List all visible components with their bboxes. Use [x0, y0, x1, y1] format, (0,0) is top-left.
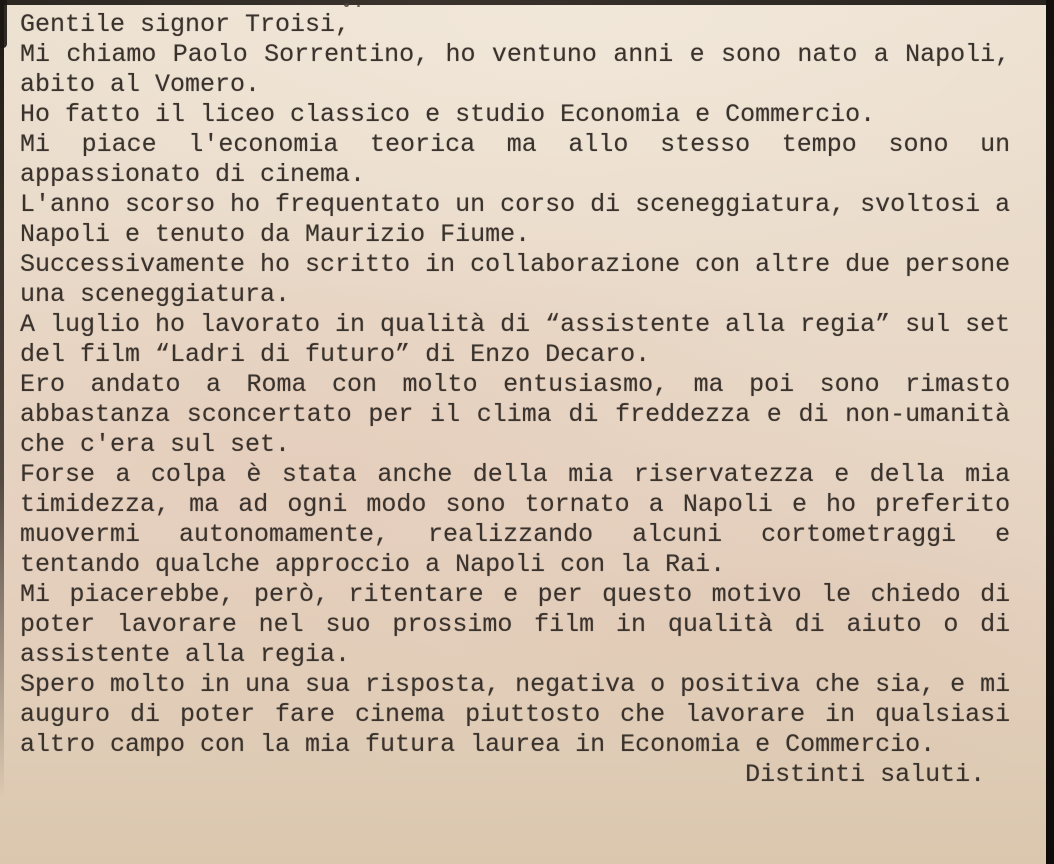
- letter-paragraph: A luglio ho lavorato in qualità di “assistente alla regia” sul set del film “Ladri di futuro” di Enzo Decaro.: [20, 310, 1011, 369]
- letter-paragraph: Ho fatto il liceo classico e studio Economia e Commercio.: [20, 100, 876, 129]
- letter-paragraph: Ero andato a Roma con molto entusiasmo, ma poi sono rimasto abbastanza sconcertato per il clima di freddezza e di non-umanità che c'era sul set.: [20, 370, 1011, 459]
- letter-paragraph: Forse a colpa è stata anche della mia riservatezza e della mia timidezza, ma ad ogni modo sono tornato a Napoli e ho preferito muovermi autonomamente, realizzando alcuni cortometraggi e tentando qualche approccio a Napoli con la Rai.: [20, 460, 1011, 579]
- scan-edge-left-corner: [0, 0, 7, 48]
- letter-paragraph: Mi chiamo Paolo Sorrentino, ho ventuno anni e sono nato a Napoli, abito al Vomero.: [20, 40, 1011, 99]
- letter-paragraphs: [20, 40, 1010, 760]
- letter-paragraph: L'anno scorso ho frequentato un corso di sceneggiatura, svoltosi a Napoli e tenuto da Maurizio Fiume.: [20, 190, 1011, 249]
- letter-paragraph: Mi piacerebbe, però, ritentare e per questo motivo le chiedo di poter lavorare nel suo prossimo film in qualità di aiuto o di assistente alla regia.: [20, 580, 1011, 669]
- scan-edge-top: [0, 0, 1054, 5]
- letter-paragraph: Spero molto in una sua risposta, negativa o positiva che sia, e mi auguro di poter fare cinema piuttosto che lavorare in qualsiasi altro campo con la mia futura laurea in Economia e Commercio.: [20, 670, 1011, 759]
- scan-speck: [344, 3, 349, 7]
- letter-body: [20, 10, 1010, 790]
- letter-salutation: Gentile signor Troisi,: [20, 10, 351, 39]
- letter-paragraph: Successivamente ho scritto in collaborazione con altre due persone una sceneggiatura.: [20, 250, 1011, 309]
- scan-edge-right: [1046, 0, 1054, 864]
- letter-paragraph: Mi piace l'economia teorica ma allo stesso tempo sono un appassionato di cinema.: [20, 130, 1011, 189]
- scan-edge-left: [0, 0, 4, 800]
- letter-closing: Distinti saluti.: [745, 760, 986, 789]
